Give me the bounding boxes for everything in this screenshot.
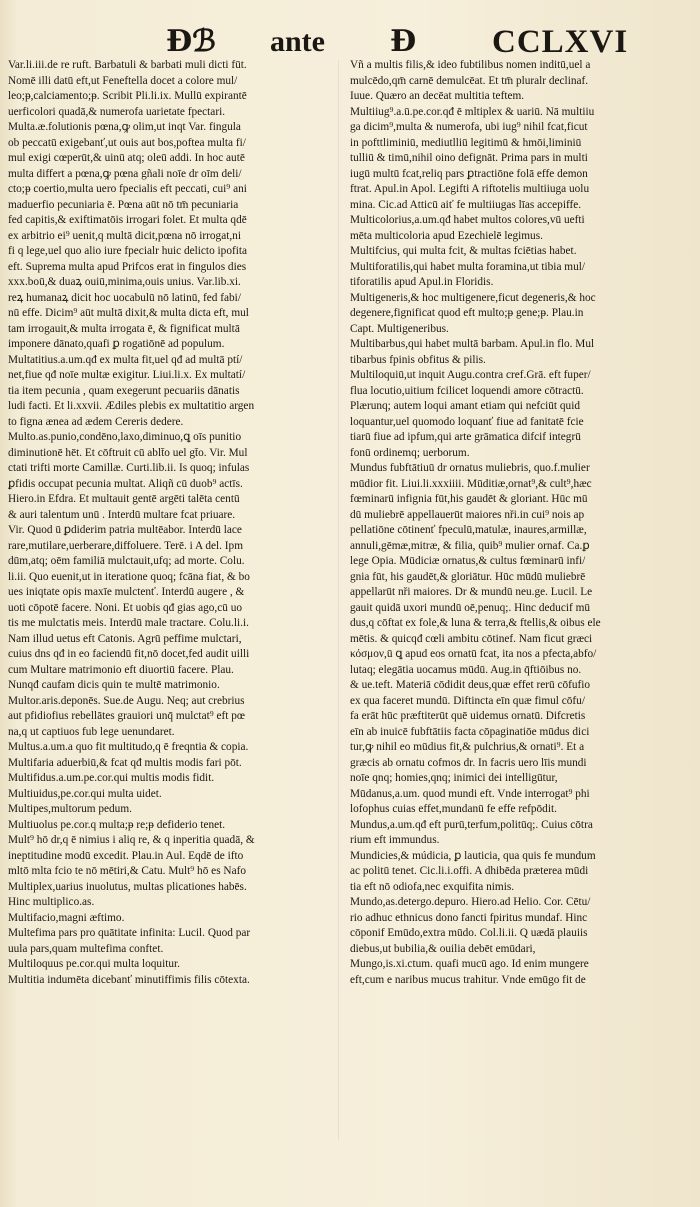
text-line: tia item pecunia , quam exegerunt pecuariis dānatis xyxy=(8,384,240,397)
text-line: Multifidus.a.um.pe.cor.qui multis modis fidit. xyxy=(8,772,215,784)
text-line: gauit quidā uxori mundū oē,penuq;. Hinc deducif mū xyxy=(350,601,591,614)
text-line: Mundicies,& múdicia, ꝑ lauticia, qua quis fe mundum xyxy=(350,849,596,862)
text-line: ineptitudine modū excedit. Plau.in Aul. Eqdē de ifto xyxy=(8,849,244,862)
text-line: Multiuolus pe.cor.q multa;ᵽ re;ᵽ defiderio tenet. xyxy=(8,818,226,831)
header-word: ante xyxy=(270,25,325,58)
text-line: Mundus,a.um.qđ eft purū,terfum,politūq;. Cuius cōtra xyxy=(350,818,593,831)
text-line: lege Opia. Mūdiciæ ornatus,& cultus fœminarū infi/ xyxy=(350,555,586,567)
text-line: Multefima pars pro quātitate infinita: Lucil. Quod par xyxy=(8,927,251,939)
text-line: reꝝ humanaꝝ dicit hoc uocabulū nō latinū, fed fabi/ xyxy=(8,291,241,304)
text-line: loquantur,uel quomodo loquanť fiue ad fanitatē fcie xyxy=(350,415,584,428)
text-line: Multibarbus,qui habet multā barbam. Apul.in flo. Mul xyxy=(350,338,595,350)
text-line: uerficolori quadā,& numerofa uarietate fpectari. xyxy=(8,105,226,118)
text-line: & auri talentum unū . Interdū multare fcat priuare. xyxy=(8,508,236,521)
text-line: fa erāt hūc præftiterūt quē uidemus ornatū. Difcretis xyxy=(350,710,586,722)
text-line: ctati trifti morte Camillæ. Curti.lib.ii. Is quoq; infulas xyxy=(8,462,250,474)
text-line: Nomē illi datū eft,ut Feneftella docet a colore mul/ xyxy=(8,74,238,87)
text-line: fœminarū infignia fūt,his gaudēt & gloriant. Hūc mū xyxy=(350,493,588,505)
text-line: dū muliebrē appellauerūt maiores nři.in cui⁹ nois ap xyxy=(350,508,585,521)
text-line: rio adhuc ethnicus dono fancti fpiritus mundaf. Hinc xyxy=(350,911,588,924)
text-line: tiarū fiue ad ipfum,qui arte grāmatica difcif integrū xyxy=(350,431,581,443)
text-line: Vñ a multis filis,& ideo fubtilibus nomen inditū,uel a xyxy=(350,59,591,71)
text-line: cto;ᵽ coertio,multa uero fpecialis eft peccati, cui⁹ ani xyxy=(8,183,247,195)
text-line: noīe qnq; homies,qnq; inimici dei intelligūtur, xyxy=(350,772,558,784)
text-line: ludi facti. Et li.xxvii. Ædiles plebis ex multatitio argen xyxy=(8,400,255,412)
text-line: imponere dānato,quafi ꝑ rogatiōnē ad populum. xyxy=(8,338,225,350)
right-column xyxy=(350,58,690,988)
text-line: Mundo,as.detergo.depuro. Hiero.ad Helio. Cor. Cētu/ xyxy=(350,896,591,908)
text-line: & ue.teft. Materiā cōdidit deus,quæ effet rerū cōfufio xyxy=(350,679,591,691)
text-line: ex arbitrio ei⁹ uenit,q multā dicit,pœna nō irrogat,ni xyxy=(8,229,241,242)
text-line: dus,q cōftat ex fole,& luna & terra,& ftellis,& oibus ele xyxy=(350,617,601,629)
text-line: tam irrogauit,& multa irrogata ē, & fignificat multā xyxy=(8,322,240,335)
text-line: Mūdanus,a.um. quod mundi eft. Vnde interrogat⁹ phi xyxy=(350,787,590,800)
header-right-letter: Ɖ xyxy=(390,24,417,59)
text-line: aut pfidiofius rebellātes grauiori unq̄ mulctat⁹ eft pœ xyxy=(8,710,246,722)
text-line: nū effe. Dicim⁹ aūt multā dixit,& multa dicta eft, mul xyxy=(8,307,249,319)
text-line: Multigeneris,& hoc multigenere,ficut degeneris,& hoc xyxy=(350,291,596,304)
text-line: eft,cum e naribus mucus trahitur. Vnde emūgo fit de xyxy=(350,973,586,986)
text-line: mūdior fit. Liui.li.xxxiiii. Mūditiæ,ornat⁹,& cult⁹,hæc xyxy=(350,477,592,490)
text-line: ꝑfidis occupat pecunia multat. Aliqñ cū duob⁹ actīs. xyxy=(8,477,243,490)
text-line: to figna ænea ad ædem Cereris dedere. xyxy=(8,415,184,428)
text-line: Multiloquus pe.cor.qui multa loquitur. xyxy=(8,958,180,970)
left-column xyxy=(8,58,328,988)
header-left-letters: Ɖℬ xyxy=(166,24,216,59)
text-line: xxx.boū,& duaꝝ ouiū,minima,ouis unius. Var.lib.xi. xyxy=(8,276,241,288)
text-line: lofophus cuias effet,mundanū fe effe refpōdit. xyxy=(350,803,557,815)
text-line: mul exigi cœperūt,& uinū atq; oleū addi. In hoc autē xyxy=(8,152,245,164)
text-line: ftrat. Apul.in Apol. Legifti A riftotelis multiiuga uolu xyxy=(350,183,590,195)
text-line: in pofttliminiū, mediutlliū legitimū & hmōi,liminiū xyxy=(350,136,582,149)
text-line: Multifaria aduerbiū,& fcat qđ multis modis fari pōt. xyxy=(8,756,242,769)
text-line: Multo.as.punio,condēno,laxo,diminuo,ꝗ oīs punitio xyxy=(8,431,242,443)
text-line: iugū multū fcat,reliq pars ꝑtractiōne folā effe demon xyxy=(350,167,588,180)
text-line: li.ii. Quo euenit,ut in iteratione quoq; fcāna fiat, & bo xyxy=(8,570,250,583)
text-line: ues iniqtate opis maxīe mulctenť. Interdū augere , & xyxy=(8,586,245,598)
text-line: Var.li.iii.de re ruft. Barbatuli & barbati muli dicti fūt. xyxy=(8,59,247,71)
text-line: Nam illud uetus eft Catonis. Agrū peffime mulctari, xyxy=(8,632,242,645)
text-line: mina. Cic.ad Atticū aiť fe multiiugas līas accepiffe. xyxy=(350,198,582,211)
text-line: appellarūt nři maiores. Dr & mundū neu.ge. Lucil. Le xyxy=(350,586,593,598)
text-line: uoti cōpotē facere. Noni. Et uobis qđ gias ago,cū uo xyxy=(8,601,243,614)
text-line: tibarbus fpinis obfitus & pilis. xyxy=(350,353,486,366)
text-line: lutaq; elegātia uocamus mūdū. Aug.in q̄ftiōibus no. xyxy=(350,663,582,676)
text-line: dūm,atq; oēm familiā mulctauit,ufq; ad morte. Colu. xyxy=(8,555,245,567)
text-line: pellatiōne cōtinenť fpeculū,matulæ, inaures,armillæ, xyxy=(350,524,587,536)
text-line: Capt. Multigeneribus. xyxy=(350,322,449,335)
text-line: Multitia indumēta dicebanť minutiffimis filis cōtexta. xyxy=(8,973,250,986)
text-line: gnia fūt, his gaudēt,& gloriātur. Hūc mūdū muliebrē xyxy=(350,570,586,583)
text-line: tis me mulctatis meis. Interdū male tractare. Colu.li.i. xyxy=(8,617,249,629)
text-line: mulcēdo,qm̄ carnē demulcēat. Et tm̄ pluralr declinaf. xyxy=(350,74,589,87)
text-line: diebus,ut bubilia,& ouilia debēt emūdari, xyxy=(350,942,536,955)
text-line: na,q ut captiuos fub lege uenundaret. xyxy=(8,725,175,738)
text-line: rium eft immundus. xyxy=(350,834,440,846)
column-gutter xyxy=(338,60,339,1140)
text-line: tur,ꝙ nihil eo mūdius fit,& pulchrius,& ornati⁹. Et a xyxy=(350,741,585,753)
text-line: net,fiue qđ noīe multæ exigitur. Liui.li.x. Ex multatí/ xyxy=(8,369,246,381)
text-line: rare,mutilare,uerberare,diffoluere. Terē. i A del. Ipm xyxy=(8,539,243,552)
text-line: uula pars,quam multefima conftet. xyxy=(8,942,164,955)
text-line: Multifcius, qui multa fcit, & multas fciētias habet. xyxy=(350,245,577,257)
text-line: ac politū tenet. Cic.li.i.offi. A dhibēda præterea mūdi xyxy=(350,865,589,877)
text-line: mētis. & quicqđ cœli ambitu cōtinef. Nam ficut græci xyxy=(350,632,593,645)
text-line: Mungo,is.xi.ctum. quafi mucū ago. Id enim mungere xyxy=(350,958,589,970)
text-line: degenere,fignificat quod eft multo;ᵽ gene;ᵽ. Plau.in xyxy=(350,307,584,319)
text-line: eft. Suprema multa apud Prifcos erat in fingulos dies xyxy=(8,260,247,273)
text-line: ob peccatū exigebanť,ut ouis aut bos,poftea multa fi/ xyxy=(8,136,246,149)
text-line: fonū ordinemq; uerborum. xyxy=(350,446,470,459)
text-line: tulliū & timū,nihil oino defignāt. Prima pars in multi xyxy=(350,152,588,164)
text-line: Hinc multiplico.as. xyxy=(8,896,95,908)
text-line: Nunqđ caufam dicis quin te multē matrimonio. xyxy=(8,679,220,691)
text-line: tiforatilis apud Apul.in Floridis. xyxy=(350,276,494,288)
text-line: Multiiug⁹.a.ū.pe.cor.qđ ē mltiplex & uariū. Nā multiiu xyxy=(350,105,595,118)
text-line: maduerfio pecuniaria ē. Pœna aūt nō tm̄ pecuniaria xyxy=(8,198,239,211)
text-line: annuli,gēmæ,mitræ, & filia, quib⁹ mulier ornaf. Ca.ꝑ xyxy=(350,539,590,552)
text-line: Multicolorius,a.um.qđ habet multos colores,vū uefti xyxy=(350,214,585,226)
text-line: κόσμον,ū ꝗ apud eos ornatū fcat, ita nos a pfecta,abfo/ xyxy=(350,648,597,660)
text-line: Vir. Quod ū ꝑdiderim patria multēabor. Interdū lace xyxy=(8,524,242,536)
text-line: ga dicim⁹,multa & numerofa, ubi iug⁹ nihil fcat,ficut xyxy=(350,121,588,133)
text-line: leo;ᵽ,calciamento;ᵽ. Scribit Pli.li.ix. Mullū expirantē xyxy=(8,90,247,102)
text-line: Plærunq; autem loqui amant etiam qui nefciūt quid xyxy=(350,400,580,412)
text-line: Multiforatilis,qui habet multa foramina,ut tibia mul/ xyxy=(350,260,585,273)
text-line: Multifacio,magni æftimo. xyxy=(8,911,125,924)
text-line: tia eft nō odiofa,nec exquifita nimis. xyxy=(350,880,515,893)
text-line: fi q lege,uel quo alio iure fpecialr huic delicto ipofita xyxy=(8,245,248,257)
text-line: mēta multicoloria apud Ezechielē legimus. xyxy=(350,229,543,242)
text-line: Multatitius.a.um.qđ ex multa fit,uel qđ ad multā ptí/ xyxy=(8,353,243,366)
text-line: mltō mlta fcio te nō mētiri,& Catu. Mult⁹ hō es Nafo xyxy=(8,865,246,877)
text-line: Multa.æ.folutionis pœna,ꝙ olim,ut inqt Var. fingula xyxy=(8,121,241,133)
text-line: græcis ab ornatu cofmos dr. In facris uero līis mundi xyxy=(350,756,587,769)
text-line: multa differt a pœna,ꝙ pœna gñali noīe dr oīm deli/ xyxy=(8,167,242,180)
text-line: cōponif Emūdo,extra mūdo. Col.li.ii. Q uædā plauiis xyxy=(350,927,588,939)
page-number: CCLXVI xyxy=(492,24,629,60)
text-line: cuius dns qđ in eo faciendū fit,nō docet,fed audit uilli xyxy=(8,648,250,660)
text-line: Multiplex,uarius inuolutus, multas plicationes habēs. xyxy=(8,880,247,893)
text-line: fed capitis,& exiftimatōis irrogari folet. Et multa qdē xyxy=(8,214,247,226)
text-line: ex qua faceret mundū. Diftincta eīn quæ fimul cōfu/ xyxy=(350,694,585,707)
text-line: diminutionē hēt. Et cōftruit cū ablt̄o uel gt̄o. Vir. Mul xyxy=(8,446,248,459)
text-line: Multor.aris.deponēs. Sue.de Augu. Neq; aut crebrius xyxy=(8,694,245,707)
text-line: eīn ab inuicē fubftātiis facta cōpaginatiōe mūdus dici xyxy=(350,725,590,738)
text-line: flua locutio,uitium fcilicet loquendi amore cōtractū. xyxy=(350,384,584,397)
text-line: Mult⁹ hō dr,q ē nimius i aliq re, & q inperitia quadā, & xyxy=(8,834,255,846)
text-line: cum Multare matrimonio eft diuortiū facere. Plau. xyxy=(8,663,234,676)
text-line: Multipes,multorum pedum. xyxy=(8,803,132,815)
text-line: Multiloquiū,ut inquit Augu.contra cref.Grā. eft fuper/ xyxy=(350,369,591,381)
text-line: Mundus fubftātiuū dr ornatus muliebris, quo.f.mulier xyxy=(350,462,590,474)
text-line: Multiuidus,pe.cor.qui multa uidet. xyxy=(8,787,162,800)
text-line: Hiero.in Efdra. Et multauit gentē argēti talēta centū xyxy=(8,493,240,505)
text-line: Iuue. Quæro an decēat multitia teftem. xyxy=(350,90,525,102)
text-line: Multus.a.um.a quo fit multitudo,q ē freqntia & copia. xyxy=(8,741,249,753)
